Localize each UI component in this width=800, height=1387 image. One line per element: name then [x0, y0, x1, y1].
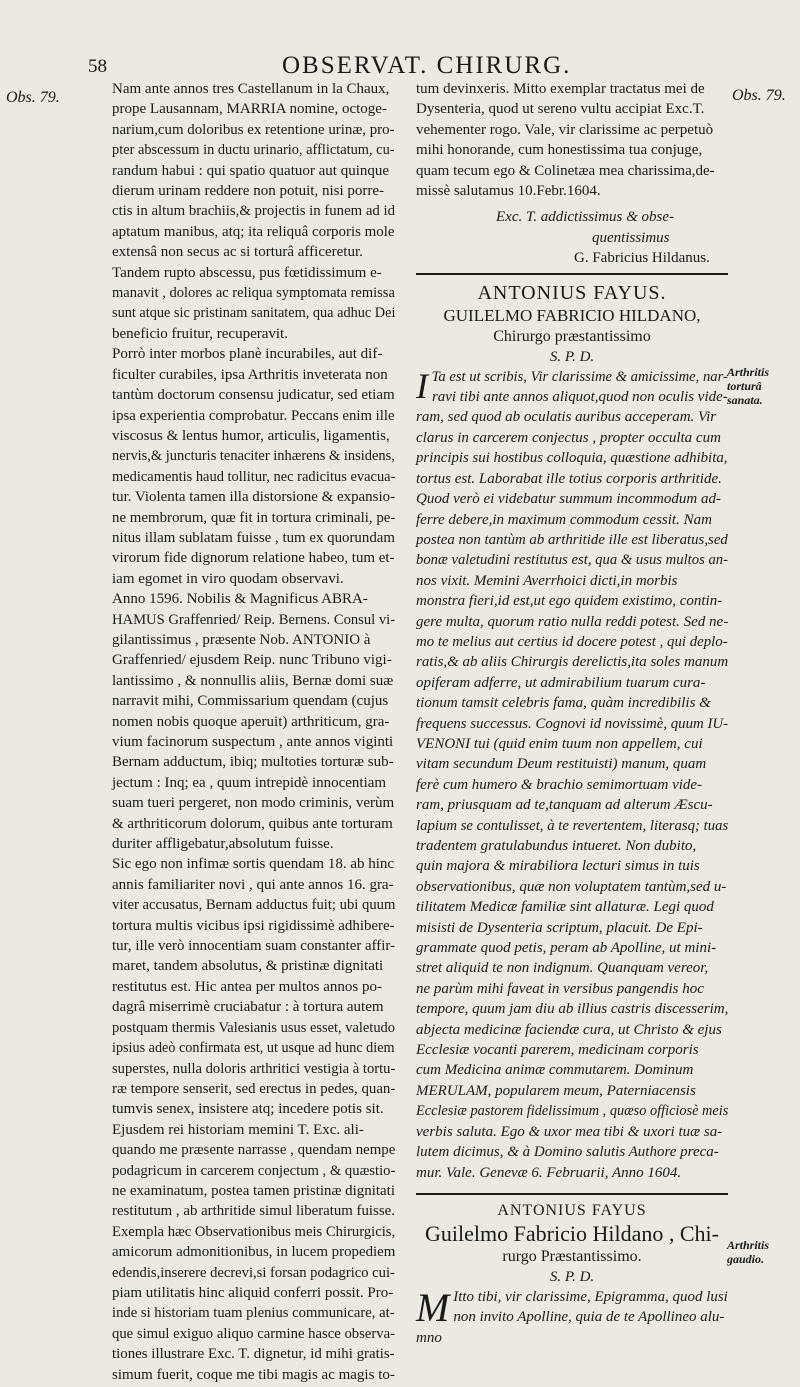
text-line: podagricum in carcerem conjectum , & quæstio-	[112, 1162, 396, 1179]
letter-recipient-title: Chirurgo præstantissimo	[493, 327, 651, 345]
text-line: tionum tamsit celebris fama, quàm incredibilis &	[416, 695, 711, 712]
text-line: non invito Apolline, quia de te Apollineo alu-	[453, 1309, 725, 1326]
page-number: 58	[88, 56, 107, 77]
text-line: tur, ille verò innocentiam suam constanter affir-	[112, 938, 395, 955]
letter-recipient-heading: GUILELMO FABRICIO HILDANO,	[443, 305, 701, 325]
margin-note-arthritis-tortura	[727, 365, 799, 407]
text-line: amicorum admonitionibus, in lucem propediem	[112, 1244, 396, 1261]
text-line: vium facinorum suspectum , ante annos viginti	[112, 734, 394, 750]
text-line: pter abscessum in ductu urinario, afflictatum, cu-	[112, 142, 395, 159]
margin-note-line: Arthritis	[727, 365, 770, 379]
text-line: tiones illustrare Exc. T. dignetur, id mihi gratis-	[112, 1346, 395, 1363]
text-line: monstra fieri,id est,ut ego quidem existimo, contin-	[416, 593, 723, 610]
text-line: verbis saluta. Ego & uxor mea tibi & uxori tuæ sa-	[416, 1123, 723, 1140]
letter-body	[416, 367, 728, 1183]
text-line: ravi tibi ante annos aliquot,quod non oculis vide-	[431, 389, 728, 406]
text-line: tempore, quum jam diu ab illius castris discesserim,	[416, 1001, 729, 1018]
text-line: que simul exiguo aliquo carmine hasce observa-	[112, 1325, 396, 1342]
section-divider	[416, 1193, 728, 1195]
signature-line: quentissimus	[592, 229, 670, 246]
text-line: nomen nobis quoque aperuit) arthriticum, gra-	[112, 713, 390, 730]
text-line: postquam thermis Valesianis usus esset, valetudo	[112, 1019, 395, 1036]
left-margin-observation-label: Obs. 79.	[6, 89, 60, 106]
text-line: lantissimo , & nonnullis aliis, Bernæ domi suæ	[112, 672, 394, 689]
text-line: misisti de Dysenteria scriptum, placuit. De Epi-	[416, 919, 703, 936]
text-line: frequens successus. Cognovi id novissimè, quum IU-	[416, 715, 729, 732]
text-line: ipsa experientia comprobatur. Peccans enim ille	[112, 407, 395, 424]
text-line: Exempla hæc Observationibus meis Chirurgicis,	[112, 1223, 396, 1240]
text-line: ferè cum humero & brachio semimortuam vide-	[416, 776, 703, 793]
text-line: tum devinxeris. Mitto exemplar tractatus mei de	[416, 81, 705, 97]
text-line: quando me præsente narrasse , quendam nempe	[112, 1142, 396, 1159]
text-line: principis sui hostibus colloquia, quæstione adhibita,	[416, 450, 728, 467]
text-line: annis familiariter novi , qui ante annos 16. gra-	[112, 876, 394, 893]
text-line: nervis,& juncturis tenaciter inhærens & insidens,	[112, 448, 395, 465]
text-line: Bernam adductum, ibiq; multoties torturæ sub-	[112, 754, 394, 771]
text-line: vitam secundum Deum restituisti) manum, quam	[416, 756, 707, 773]
text-line: tortus est. Laborabat ille totius corporis arthritide.	[416, 470, 722, 487]
margin-note-line: torturâ	[727, 379, 762, 393]
text-line: ctis in altum brachiis,& projectis in funem ad id	[112, 203, 396, 220]
text-line: tilitatem Medicæ familiæ sint allaturæ. Legi quod	[416, 899, 714, 916]
text-line: Anno 1596. Nobilis & Magnificus ABRA-	[112, 591, 368, 608]
text-line: Itto tibi, vir clarissime, Epigramma, quod lusi	[453, 1288, 728, 1305]
text-line: ne parùm mihi faveat in versibus pangendis hoc	[416, 980, 704, 997]
text-line: tur. Violenta tamen illa distorsione & expansio-	[112, 489, 396, 506]
running-title: OBSERVAT. CHIRURG.	[282, 52, 572, 79]
text-line: mo te melius aut certius id docere potest , qui deplo-	[416, 633, 728, 650]
text-line: cum Medicina animæ commutarem. Dominum	[416, 1062, 694, 1079]
letter-author-heading: ANTONIUS FAYUS	[497, 1201, 647, 1219]
text-line: HAMUS Graffenried/ Reip. Bernens. Consul vi-	[112, 611, 396, 628]
text-line: stret aliquid te non indignum. Quanquam vereor,	[416, 960, 709, 977]
text-line: tortura multis vicibus ipsi rigidissimè adhibere-	[112, 917, 395, 934]
text-line: MERULAM, popularem meum, Paterniacensis	[416, 1082, 696, 1099]
text-line: viscosus & lentus humor, articulis, ligamentis,	[112, 427, 390, 444]
margin-note-line: Arthritis	[727, 1238, 770, 1252]
text-line: vehementer rogo. Vale, vir clarissime ac perpetuò	[416, 121, 714, 138]
text-line: Tandem rupto abscessu, pus fœtidissimum e-	[112, 264, 382, 281]
text-line: prope Lausannam, MARRIA nomine, octoge-	[112, 101, 387, 118]
text-line: nos vixit. Memini Averrhoici dicti,in morbis	[416, 572, 678, 589]
text-line: abjecta medicinæ faciendæ cura, ut Christo & ejus	[416, 1021, 722, 1038]
letter-salutation: S. P. D.	[549, 1268, 595, 1285]
text-line: Porrò inter morbos planè incurabiles, aut dif-	[112, 346, 383, 363]
text-line: ne examinatum, postea tamen pristinæ dignitati	[112, 1182, 395, 1199]
letter-recipient-title: rurgo Præstantissimo.	[502, 1247, 642, 1265]
drop-cap: I	[416, 365, 428, 406]
text-line: Quod verò ei videbatur summum incommodum ad-	[416, 491, 721, 508]
text-line: clarus in carcerem conjectus , propter occulta cum	[416, 429, 721, 446]
text-line: dagrâ miserrimè cruciabatur : à tortura autem	[112, 999, 384, 1016]
text-line: sunt atque sic pristinam sanitatem, qua adhuc Dei	[112, 305, 396, 322]
text-line: mur. Vale. Genevæ 6. Februarii, Anno 1604.	[416, 1164, 682, 1181]
text-line: ficulter curabiles, ipsa Arthritis inveterata non	[112, 366, 388, 383]
text-line: restitutus est. Hic antea per multos annos po-	[112, 978, 382, 995]
text-line: postea non tantùm ab arthritide ille est liberatus,sed	[416, 531, 728, 548]
text-line: Dysenteria, quod ut sereno vultu accipiat Exc.T.	[416, 101, 705, 118]
text-line: maret, tandem absolutus, & pristinæ dignitati	[112, 958, 384, 975]
text-line: edendis,inserere decrevi,si forsan podagrico cui-	[112, 1264, 395, 1281]
text-line: quam tecum ego & Colinetæa mea charissima,de-	[416, 162, 715, 179]
text-line: missè salutamus 10.Febr.1604.	[416, 183, 601, 200]
text-line: virorum fide dignorum relatione habeo, tum et-	[112, 550, 395, 567]
text-line: aptatum manibus, atq; ita reliquâ corporis mole	[112, 223, 395, 240]
drop-cap: M	[416, 1284, 450, 1330]
text-line: gere multa, quorum ratio nulla reddi potest. Sed ne-	[416, 613, 729, 630]
text-line: narium,cum doloribus ex retentione urinæ, pro-	[112, 121, 395, 138]
margin-note-arthritis-gaudio	[727, 1238, 799, 1266]
text-line: gilantissimus , præsente Nob. ANTONIO à	[112, 631, 371, 648]
text-line: Ta est ut scribis, Vir clarissime & amicissime, nar-	[431, 368, 728, 385]
text-line: superstes, nulla doloris arthritici vestigia à tortu-	[112, 1060, 396, 1077]
text-line: lapium se contulisset, à te revertentem, literasq; tuas	[416, 817, 729, 834]
text-line: jectum : Inq; ea , quum intrepidè innocentiam	[112, 774, 387, 791]
text-line: manavit , dolores ac reliqua symptomata remissa	[112, 285, 395, 302]
text-line: ipsius adeò confirmata est, ut usque ad hunc diem	[112, 1040, 395, 1057]
text-line: ram, sed quod ab oculatis auribus acceperam. Vir	[416, 409, 717, 426]
text-line: iam egomet in viro quodam observavi.	[112, 570, 344, 587]
text-line: ræ tempore senserit, sed erectus in pedes, quan-	[112, 1080, 396, 1097]
right-text-column	[416, 79, 728, 1348]
signature-line: Exc. T. addictissimus & obse-	[496, 209, 675, 226]
text-line: mno	[416, 1329, 442, 1346]
text-line: restitutum , ab arthritide simul liberatum fuisse.	[112, 1203, 395, 1220]
text-line: grammate quod petis, peram ab Apolline, ut mini-	[416, 940, 717, 957]
text-line: Nam ante annos tres Castellanum in la Chaux,	[112, 81, 390, 97]
section-divider	[416, 273, 728, 275]
margin-note-line: gaudio.	[727, 1252, 765, 1266]
text-line: medicamentis haud tollitur, nec radicitus evacua-	[112, 468, 396, 485]
letter-body	[416, 1284, 728, 1348]
margin-note-line: sanata.	[727, 393, 763, 407]
text-line: Graffenried/ ejusdem Reip. nunc Tribuno vigi-	[112, 652, 392, 669]
text-line: mihi honorande, cum honestissima tua conjuge,	[416, 142, 703, 159]
text-line: ratis,& ab aliis Chirurgis derelictis,ita soles manum	[416, 654, 729, 671]
letter-closing	[416, 79, 728, 201]
text-line: suam tueri pergeret, non modo criminis, verùm	[112, 795, 395, 812]
text-line: inde si historiam tuam plenius communicare, at-	[112, 1305, 395, 1322]
text-line: duriter affligebatur,absolutum fuisse.	[112, 836, 334, 853]
text-line: quin majora & mirabiliora lecturi simus in tuis	[416, 858, 700, 875]
text-line: Ecclesiæ vocanti parerem, medicinam corporis	[416, 1042, 699, 1059]
right-margin-observation-label: Obs. 79.	[732, 87, 786, 104]
text-line: extensâ non secus ac si torturâ afficeretur.	[112, 244, 363, 261]
text-line: bonæ valetudini restitutus est, qua & usus multos an-	[416, 552, 729, 569]
text-line: VENONI tui (quid enim tuum non appellem, cui	[416, 735, 703, 752]
text-line: Sic ego non infimæ sortis quendam 18. ab hinc	[112, 856, 395, 873]
text-line: Ecclesiæ pastorem fidelissimum , quæso officiosè meis	[416, 1103, 729, 1120]
text-line: simum fuerit, coque me tibi magis ac magis to-	[112, 1366, 395, 1383]
text-line: nitus illam sublatam fuisse , tum ex quorundam	[112, 529, 395, 546]
text-line: dierum urinam reddere non potuit, nisi porre-	[112, 183, 385, 200]
text-line: piam utilitatis hinc aliquid conferri possit. Pro-	[112, 1284, 394, 1301]
letter-salutation: S. P. D.	[549, 348, 595, 365]
text-line: beneficio fruitur, recuperavit.	[112, 325, 288, 342]
text-line: & arthriticorum dolorum, quibus ante torturam	[112, 815, 393, 832]
text-line: ram, priusquam ad te,tanquam ad alterum Æscu-	[416, 797, 713, 814]
text-line: lutem dicimus, & à Domino salutis Authore preca-	[416, 1144, 719, 1161]
text-line: tantùm doctorum consensu judicatur, sed etiam	[112, 387, 395, 404]
left-text-column	[112, 79, 395, 1385]
text-line: viter accusatus, Bernam adductus fuit; ubi quum	[112, 897, 396, 914]
running-head	[0, 52, 800, 82]
text-line: ne membrorum, quæ fit in tortura criminali, pe-	[112, 509, 396, 526]
text-line: tumvis senex, insistere atq; incedere potis sit.	[112, 1101, 384, 1118]
text-line: observationibus, quæ non voluptatem tantùm,sed u-	[416, 878, 727, 895]
letter-author-heading: ANTONIUS FAYUS.	[477, 281, 667, 304]
text-line: Ejusdem rei historiam memini T. Exc. ali-	[112, 1121, 364, 1138]
text-line: tradentem gratulabundus intueret. Non dubito,	[416, 838, 697, 854]
text-line: randum habui : qui spatio quatuor aut quinque	[112, 162, 390, 179]
text-line: ferre debere,in maximum commodum cessit. Nam	[416, 511, 712, 528]
letter-recipient-heading: Guilelmo Fabricio Hildano , Chi-	[425, 1220, 719, 1246]
text-line: narravit mihi, Commissarium quendam (cujus	[112, 693, 389, 710]
signature-name: G. Fabricius Hildanus.	[574, 250, 710, 267]
text-line: opiferam adferre, ut admirabilium tuarum cura-	[416, 674, 706, 691]
